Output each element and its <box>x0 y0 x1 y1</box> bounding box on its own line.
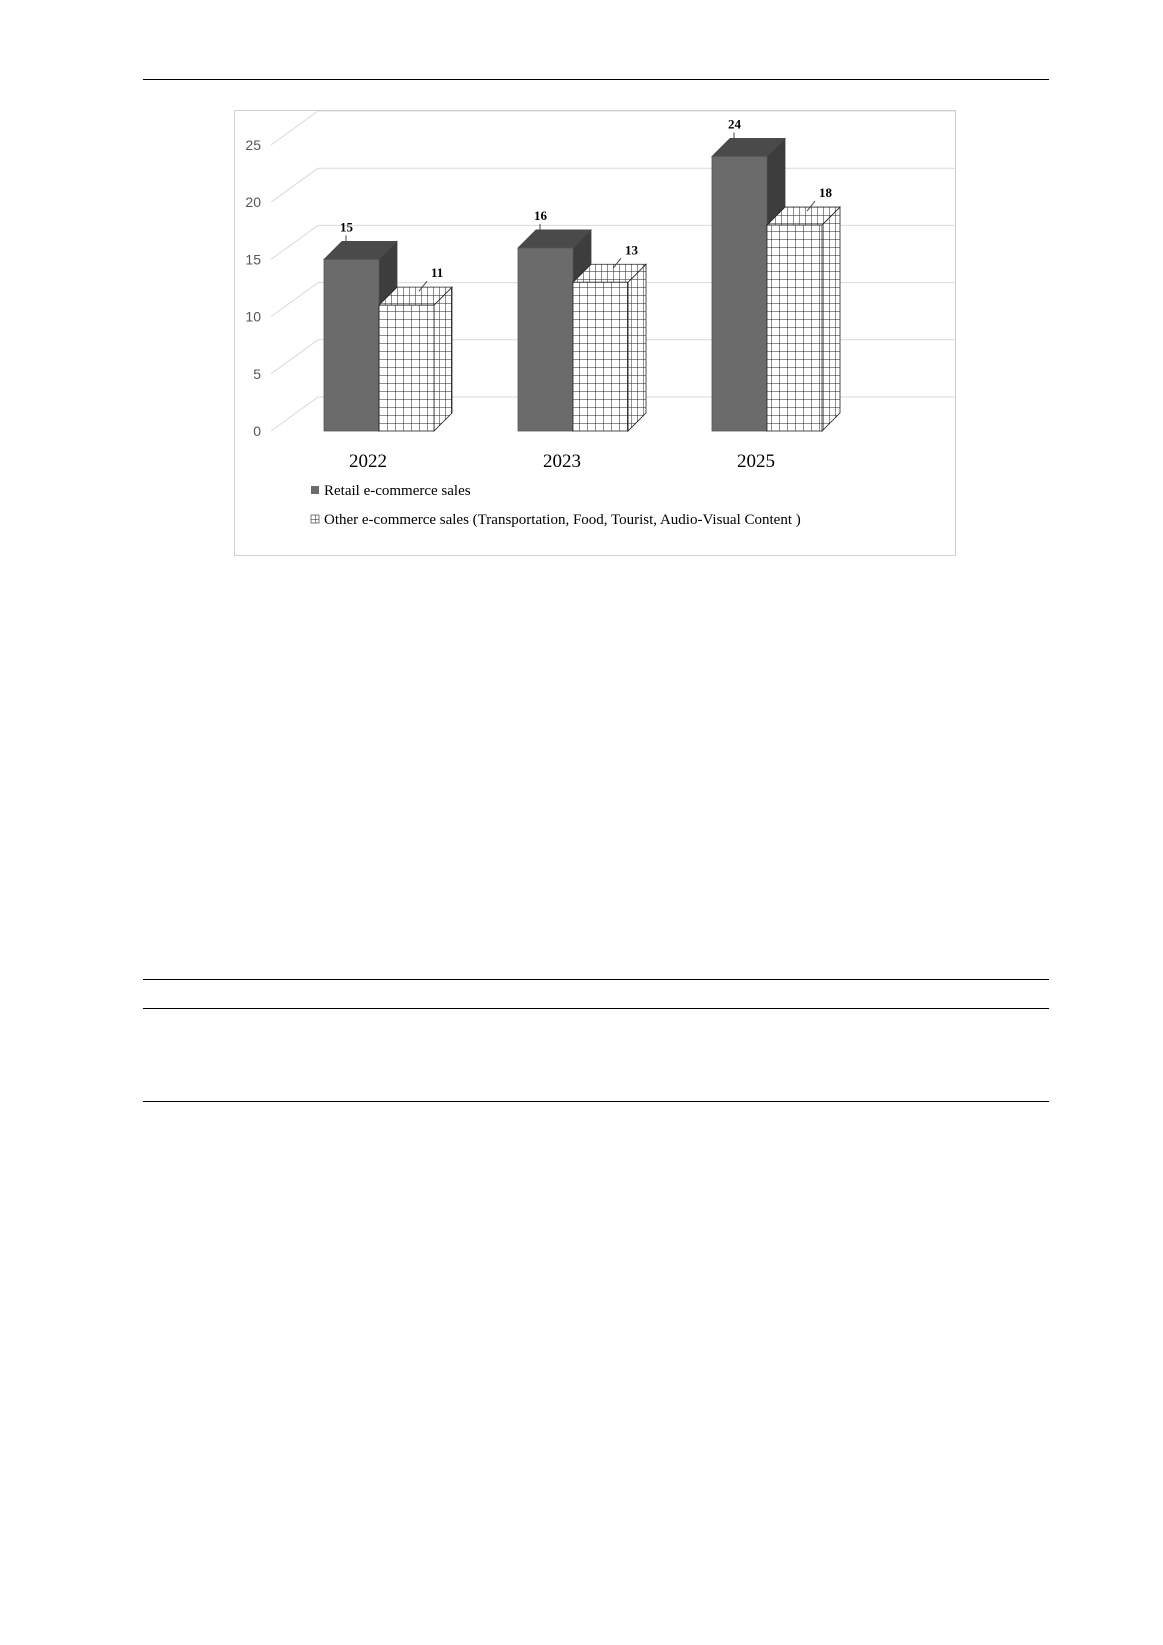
bar-other-2022 <box>379 287 452 431</box>
header-rule <box>143 79 1049 80</box>
bar-other-2023 <box>573 264 646 431</box>
x-category-label-2023: 2023 <box>543 451 581 472</box>
bar-side <box>822 207 840 431</box>
section-rule-1 <box>143 979 1049 980</box>
bar-front <box>712 156 767 431</box>
y-tick-label-15: 15 <box>245 251 261 268</box>
legend-label-other: Other e-commerce sales (Transportation, Food, Tourist, Audio-Visual Content ) <box>324 512 801 528</box>
y-tick-label-20: 20 <box>245 194 261 211</box>
y-tick-label-10: 10 <box>245 308 261 325</box>
bar-other-2025 <box>767 207 840 431</box>
data-label-retail-2023: 16 <box>534 207 547 223</box>
y-tick-label-25: 25 <box>245 137 261 153</box>
bar-front <box>767 225 822 431</box>
legend-swatch-retail <box>311 486 319 494</box>
bar-front <box>379 305 434 431</box>
legend-swatch-other <box>311 515 319 523</box>
data-label-other-2025: 18 <box>819 185 832 201</box>
y-tick-label-5: 5 <box>253 365 261 382</box>
data-label-retail-2025: 24 <box>728 116 741 132</box>
data-label-retail-2022: 15 <box>340 219 353 235</box>
gridline-diagonal-25 <box>271 111 318 145</box>
gridline-diagonal-20 <box>271 168 318 202</box>
y-tick-label-0: 0 <box>253 423 261 439</box>
x-category-label-2022: 2022 <box>349 451 387 472</box>
gridline-diagonal-10 <box>271 283 318 317</box>
section-rule-2 <box>143 1008 1049 1009</box>
data-label-other-2023: 13 <box>625 242 638 258</box>
bar-side <box>628 264 646 431</box>
gridline-diagonal-5 <box>271 340 318 374</box>
bar-side <box>434 287 452 431</box>
section-rule-3 <box>143 1101 1049 1102</box>
data-label-other-2022: 11 <box>431 265 444 281</box>
bar-front <box>324 259 379 431</box>
x-category-label-2025: 2025 <box>737 451 775 472</box>
bar-front <box>573 282 628 431</box>
gridline-diagonal-15 <box>271 225 318 259</box>
gridline-diagonal-0 <box>271 397 318 431</box>
bar-chart <box>235 111 955 555</box>
bar-front <box>518 248 573 431</box>
chart-frame <box>234 110 956 556</box>
legend-label-retail: Retail e-commerce sales <box>324 483 471 499</box>
